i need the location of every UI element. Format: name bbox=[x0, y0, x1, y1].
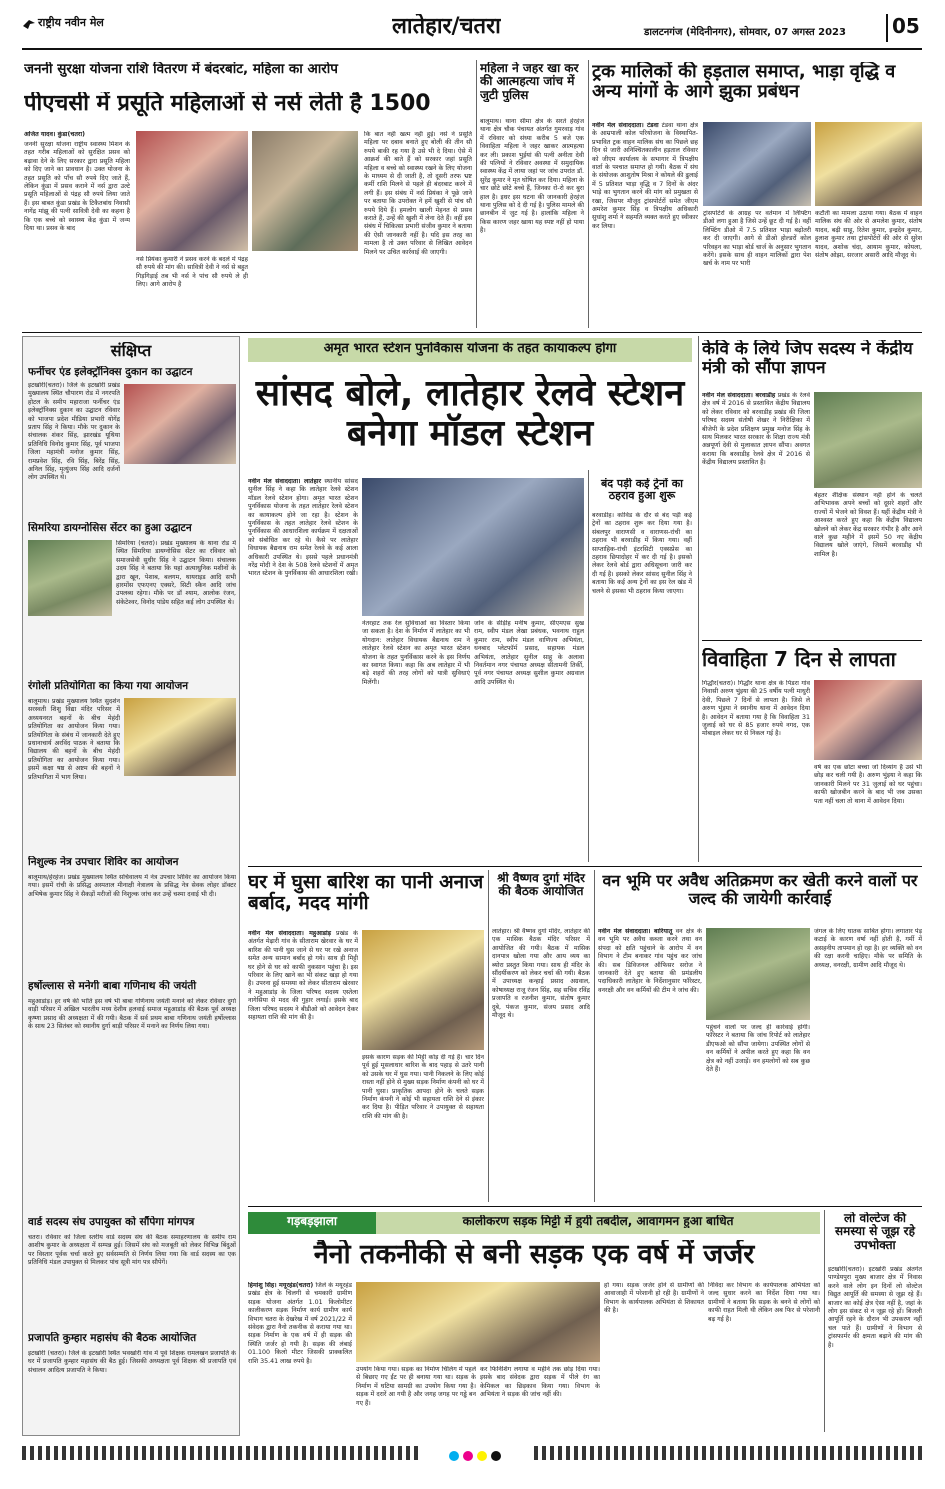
road-tag: गड़बड़झाला bbox=[287, 1215, 337, 1228]
rain-body-text: प्रखंड के अंतर्गत मेढ़ारी गांव के सीताराम खेरवार के घर में बारिश की पानी घुस जाने से घर पर रखे अनाज समेत अन्य सामान बर्बाद हो गये। साथ ही मिट्टी घर होने से घर को काफी नुकसान पहुंचा है। इस परिवार के लिए खाने का भी संकट खड़ा हो गया है। उपरना हुई समस्या को लेकर सीताराम खेरवार ने महुआडांड़ के जिला परिषद सदस्य एस्तेला नागेसिया से मदद की गुहार लगाई। इसके बाद जिला परिषद सदस्य ने बीडीओ को आवेदन देकर सहायता राशि की मांग की है। bbox=[248, 930, 358, 1022]
brief-3-headline: रंगोली प्रतियोगिता का किया गया आयोजन bbox=[28, 680, 189, 692]
jsy-headline: पीएचसी में प्रसूति महिलाओं से नर्स लेती है 1500 bbox=[24, 92, 431, 116]
station-photo-caption: जोन के सीड़ीह मनीष कुमार, सीएमएस सुख राम, स्वीप मंडल लेखा प्रबंधक, भवनाथ राहुल कुमार राम, स्वीप मंडल वाणिज्य अभियंता, धनबाद प्लेटफॉर्म प्रसाद, सहायक मंडल अभियंता, लातेहार सुनील साहू के अलावा निवर्तमान नगर पंचायत अध्यक्ष सीतामनी तिर्की, पूर्व नगर पंचायत अध्यक्ष सुशील कुमार अग्रवाल आदि उपस्थित थे। bbox=[474, 620, 584, 686]
jsy-body-col2: नर्स प्रियंका कुमारी ने प्रसव करने के बदले में पंद्रह सौ रुपये की मांग की। सावित्री देवी ने नर्स से बहुत गिड़गिड़ाई तब भी नर्स ने पांच सौ रुपये ले ही लिए। आगे आरोप है bbox=[136, 256, 248, 289]
trains-body: बरवाडीह। कोविड के दौर से बंद पड़ी कई ट्रेनों का ठहराव शुरू कर दिया गया है। संबलपुर वाराणसी व वाराणस-रांची का ठहराव भी बरवाडीह में किया गया। वहीं साप्ताहिक-रांची इंटरसिटी एक्सप्रेस का ठहराव छिपादोहर में कर दी गई है। इसको लेकर रेलवे बोर्ड द्वारा अधिसूचना जारी कर दी गई है। इसको लेकर सांसद सुनील सिंह ने बताया कि कई अन्य ट्रेनों का इस रेल खंड में चलने से इसका भी ठहराव किया जाएगा। bbox=[592, 512, 692, 595]
paper-name: राष्ट्रीय नवीन मेल bbox=[38, 16, 104, 29]
page-number: 05 bbox=[892, 14, 920, 38]
station-body-col2: नेतरहाट तक रेल सुविधाओं का विस्तार किया जा सकता है। देश के निर्माण में लातेहार का भी योगदान: लातेहार विधायक बैद्यनाथ राम ने लातेहार रेलवे स्टेशन का अमृत भारत स्टेशन योजना के तहत पुनर्विकास करने के इस निर्णय का स्वागत किया। कहा कि अब लातेहार में भी बड़े शहरों की तरह लोगों को यात्री सुविधाएं मिलेंगी। bbox=[362, 620, 470, 686]
forest-body-text: वन क्षेत्र के वन भूमि पर अवैध कब्जा करने तथा वन संपदा को क्षति पहुंचाने के आरोप में वन विभाग ने टीम बनाकर गांव पहुंच कर जांच की। सब डिविजनल ऑफिसर सरोज ने जानकारी देते हुए बताया की प्रमंडलीय पदाधिकारी लातेहार के निर्देशानुसार फॉरेस्टर, वनरक्षी और वन कर्मियों की टीम ने जांच की। bbox=[598, 928, 702, 994]
missing-body-col2: वर्ष का एक छोटा बच्चा जो दिव्यांग है उसे भी छोड़ कर चली गयी है। अरुण भुंइया ने कहा कि जानकारी मिलने पर 31 जुलाई को घर पहुंचा। काफी खोजबीन करने के बाद भी जब उसका पता नहीं चला तो थाना में आवेदन दिया। bbox=[814, 764, 922, 805]
station-body-text: स्थानीय सांसद सुनील सिंह ने कहा कि लातेहार रेलवे स्टेशन मॉडल रेलवे स्टेशन होगा। अमृत भारत स्टेशन पुनर्विकास योजना के तहत लातेहार रेलवे स्टेशन का कायाकल्प होने जा रहा है। स्टेशन के पुनर्विकास के तहत लातेहार रेलवे स्टेशन के पुनर्विकास की आधारशिला कार्यक्रम में दक्षताओं को संबोधित कर रहे थे। कैसे पर लातेहार विधायक बैद्यनाथ राम समेत रेलवे के कई आला अधिकारी उपस्थित थे। इससे पहले प्रधानमंत्री नरेंद्र मोदी ने देश के 508 रेलवे स्टेशनों में अमृत भारत स्टेशन के पुनर्विकास की आधारशिला रखी। bbox=[248, 478, 358, 578]
color-swatches bbox=[420, 1446, 530, 1460]
col-divider-4 bbox=[698, 336, 699, 862]
durga-headline: श्री वैष्णव दुर्गा मंदिर की बैठक आयोजित bbox=[497, 872, 585, 899]
kv-photo-meeting bbox=[814, 392, 922, 488]
brief-4-body: बालूमाथ/हेरहंज। प्रखंड मुख्यालय स्थित सचिवालय में नेत्र उपचार शिविर का आयोजन किया गया। इसमें रांची के प्रसिद्ध अस्पताल मीनाक्षी नेत्रालय के प्रसिद्ध नेत्र सेवक लोहर डॉक्टर अभिषेक कुमार सिंह ने सैकड़ों मरीजों की निशुल्क जांच कर उन्हें चश्मा दवाई भी दी। bbox=[28, 874, 236, 898]
kv-rule bbox=[702, 640, 922, 641]
brief-3-body: बालूमाथ। प्रखंड मुख्यालय स्थित सुदर्शन सरस्वती शिशु विद्या मंदिर परिसर में अध्ययनरत बहनों के बीच मेहंदी प्रतियोगिता का आयोजन किया गया। प्रतियोगिता के संबंध में जानकारी देते हुए प्रधानाचार्य अरविंद पाठक ने बताया कि विद्यालय की बहनों के बीच मेहंदी प्रतियोगिता का आयोजन किया गया। इसमें कक्षा षष्ठ से अष्टम की बहनों ने प्रतिभागिता में भाग लिया। bbox=[28, 698, 120, 781]
road-body-col4: हो गया। सड़क जर्जर होने से ग्रामीणों की आवाजाही में परेशानी हो रही है। ग्रामीणों ने विभाग के कार्यपालक अभियंता से शिकायत की है। bbox=[604, 1282, 704, 1315]
road-body-col1 bbox=[248, 1282, 352, 1432]
truck-body-text: टंडवा थाना क्षेत्र के आम्रपाली कोल परियोजना के विस्थापित-प्रभावित ट्रक वाहन मालिक संघ का पिछले छह दिन से जारी अनिश्चितकालीन हड़ताल रविवार को जीएम कार्यालय के सभागार में त्रिपक्षीय वार्ता के पश्चात समाप्त हो गयी। बैठक में संघ के संयोजक आशुतोष मिश्रा ने कोयले की ढुलाई में 5 प्रतिशत भाड़ा वृद्धि व 7 दिनों के अंदर भाड़े का भुगतान करने की मांग को प्रमुखता से रखा, जिसपर मौजूद ट्रांसपोर्टरों समेत जीएम अमरेश कुमार सिंह व त्रिपक्षीय अधिकारी सुधांशु शर्मा ने सहमति व्यक्त करते हुए स्वीकार कर लिया। bbox=[592, 122, 698, 230]
truck-body-col3: कटौती का मामला उठाया गया। बैठक में वाहन मालिक संघ की ओर से अमलेश कुमार, संतोष यादव, बढ़ी साहू, रितेश कुमार, इन्द्रदेव कुमार, हुलाश कुमार तथा ट्रांसपोर्टरों की ओर से सुरेश यादव, अशोक चंदा, आयाम कुमार, कोयला, संतोष ओझा, सरजार असारी आदि मौजूद थे। bbox=[815, 210, 922, 260]
col-divider-2 bbox=[588, 60, 589, 328]
missing-body: गिद्धौर(चतरा)। गिद्धौर थाना क्षेत्र के पिंडरा गांव निवासी अरुण भुंइया की 25 वर्षीय पत्नी माधुरी देवी, पिछले 7 दिनों से लापता है। जिसे ले अरुण भुंइया ने स्थानीय थाना में आवेदन दिया है। आवेदन में बताया गया है कि विवाहिता 31 जुलाई को घर से 85 हजार रुपये नगद, एक मोबाइल लेकर घर से निकल गई है। bbox=[702, 680, 810, 738]
road-body-text: जिले के मयूरहंड प्रखंड क्षेत्र के चिलगी से चमकारी ग्रामीण सड़क योजना अंतर्गत 1.01 किलोमीटर कालीकरण सड़क निर्माण कार्य ग्रामीण कार्य विभाग चतरा के देखरेख में वर्ष 2021/22 में संवेदक द्वारा नैनो तकनीक से कराया गया था। सड़क निर्माण के एक वर्ष में ही सड़क की स्थिति जर्जर हो गयी है। सड़क की लंबाई 01.100 किलो मीटर जिसकी प्राक्कलित राशि 35.41 लाख रुपये है। bbox=[248, 1282, 352, 1365]
jsy-body-col3: कि बात नहीं खत्म नहीं हुई। नर्स ने प्रसूति महिला पर दबाव बनाते हुए बोली की तीन सौ रुपये बाकी रह गया है उसे भी दे दिया। ऐसे में आक्रर्श की बाते हैं को सरकार जहां प्रसूति महिला व बच्चे को स्वास्थ्य रखने के लिए योजना के माध्यम से दी जाती है, तो दूसरी तरफ भ्रष्ट कर्मी राशि मिलने से पहले ही बंदरबाट करने में लगी हैं। इस संबंध में नर्स प्रियंका ने पूछे जाने पर बताया कि उपरोक्त ने हमें खुशी से पांच सौ रुपये दिये हैं। हमलोग खाली मेहनत से प्रसव कराते हैं, उन्हें की खुशी में लेना देते हैं। वहीं इस संबंध में चिकित्सा प्रभारी संजीव कुमार ने बताया की ऐसी जानकारी नहीं है। यदि इस तरह का मामला है तो उक्त परिवार से लिखित आवेदन मिलने पर उचित कार्रवाई की जाएगी। bbox=[364, 131, 472, 256]
rain-photo-house bbox=[362, 930, 484, 1050]
rain-byline: नवीन मेल संवाददाता। महुआडांड़ bbox=[248, 930, 331, 937]
road-body-col2: उपयोग किया गया। सड़क का निर्माण चिलिंग में पहले से बिछाए गए ईंट पर ही बनाया गया था। सड़क के निर्माण में घटिया सामग्री का उपयोग किया गया है। सड़क में दरारें आ गयी है और जगह जगह पर गड्ढे बन गए हैं। bbox=[356, 1366, 476, 1407]
station-kicker: अमृत भारत स्टेशन पुनर्विकास योजना के तहत कायाकल्प होगा bbox=[323, 342, 617, 356]
forest-byline: नवीन मेल संवाददाता। बारियातू bbox=[598, 928, 673, 935]
brief-3-photo bbox=[124, 698, 236, 776]
dateline: डालटनगंज (मेदिनीनगर), सोमवार, 07 अगस्त 2023 bbox=[644, 27, 846, 38]
col-divider-5 bbox=[488, 870, 489, 1202]
brief-4-headline: निशुल्क नेत्र उपचार शिविर का आयोजन bbox=[28, 856, 179, 868]
truck-photo-meeting-2 bbox=[815, 122, 922, 206]
row-rule-1 bbox=[22, 332, 922, 333]
cyan-swatch-icon bbox=[449, 1451, 459, 1461]
station-body-col1 bbox=[248, 478, 358, 856]
road-byline: हिमांशु सिंह। मयूरहंड(चतरा) bbox=[248, 1282, 314, 1289]
forest-photo-field bbox=[706, 928, 810, 1020]
rain-headline: घर में घुसा बारिश का पानी अनाज बर्बाद, मदद मांगी bbox=[248, 872, 484, 915]
jsy-photo-mother bbox=[136, 131, 248, 251]
paper-logo-icon bbox=[22, 16, 36, 30]
page-no-divider bbox=[886, 14, 888, 42]
brief-2-headline: सिमरिया डायग्नोसिस सेंटर का हुआ उद्घाटन bbox=[28, 522, 192, 534]
brief-1-photo bbox=[124, 384, 236, 464]
brief-1-body: इटखोरी(चतरा)। जिले के इटखोरी प्रखंड मुख्यालय स्थित चौपारण रोड में नगरपति होटल के समीप महाराजा फर्नीचर एंड इलेक्ट्रॉनिक्स दुकान का उद्घाटन रविवार को भाजपा प्रदेश मीडिया प्रभारी योगेंद्र प्रताप सिंह ने किया। मौके पर दुकान के संचालक शंकर सिंह, झारखंड यूथिया प्रतिनिधि विनोद कुमार सिंह, पूर्व भाजपा जिला महामंत्री मनोज कुमार सिंह, रामप्रवेश सिंह, रवि सिंह, बिरेंद्र सिंह, अनिल सिंह, मृत्युंजय सिंह आदि दर्जनों लोग उपस्थित थे। bbox=[28, 382, 120, 482]
jsy-body-col1: जननी सुरक्षा योजना राष्ट्रीय स्वास्थ्य मिशन के तहत गरीब महिलाओं को सुरक्षित प्रसव को बढ़ावा देने के लिए सरकार द्वारा प्रसूति महिला को दिए जाने का प्रावधान है। उक्त योजना के तहत प्रसूति को पाँच सौ रुपये दिए जाते हैं, लेकिन कुंडा में प्रसव कराने में नर्स द्वारा उल्टे प्रसूति महिलाओं से पंद्रह सौ रुपये लिया जाते हैं। इस बाबत कुंडा प्रखंड के टिकैतबांध निवासी नागेंद्र मांझू की पत्नी सावित्री देवी का कहना है कि एक बच्चे को स्वास्थ्य केंद्र कुंडा में जन्म दिया था। प्रसव के बाद bbox=[24, 141, 130, 233]
yellow-swatch-icon bbox=[477, 1451, 487, 1461]
truck-byline: नवीन मेल संवाददाता। टंडवा bbox=[592, 122, 659, 129]
road-headline: नैनो तकनीकी से बनी सड़क एक वर्ष में जर्जर bbox=[313, 1240, 755, 1270]
kv-body bbox=[702, 392, 810, 636]
brief-5-body: महुआडांड़। हर वर्ष की भांति इस वर्ष भी बाबा गणिनाथ जयंती मनाने को लेकर रविवार दुर्गा वाड़ी परिसर में अखिल भारतीय मध्य देशीय हलवाई समाज महुआडांड़ की बैठक पूर्व अध्यक्ष कृष्णा प्रसाद की अध्यक्षता में की गयी। बैठक में सर्व प्रथम बाबा गणिनाथ जयंती हर्षोल्लास के साथ 23 सितंबर को स्थानीय दुर्गा बाड़ी परिसर में मनाने का निर्णय लिया गया। bbox=[28, 998, 236, 1031]
col-divider-3 bbox=[588, 470, 589, 862]
road-kicker: कालीकरण सड़क मिट्टी में हुयी तबदील, आवागमन हुआ बाधित bbox=[462, 1215, 734, 1228]
station-headline: सांसद बोले, लातेहार रेलवे स्टेशन बनेगा मॉडल स्टेशन bbox=[255, 374, 685, 454]
suicide-body: बालूमाथ। थाना सीमा क्षेत्र के सरते हेरहंज थाना क्षेत्र चौक पंचायत अंतर्गत गुमरवाड़ गांव में रविवार को संध्या करीब 5 बजे एक विवाहिता महिला ने जहर खाकर आत्महत्या कर ली। प्रकाश भुईयां की पत्नी अनीता देवी की पत्नियों ने रविवार अवस्था में समुदायिक स्वास्थ्य केंद्र में लाया जहां पर जांच उपरांत डॉ. सुरेंद्र कुमार ने मृत घोषित कर दिया। महिला के चार छोटे छोटे बच्चे हैं, जिनका रो-रो कर बुरा हाल है। इधर इस घटना की जानकारी हेरहंज थाना पुलिस को दे दी गई है। पुलिस मामले की छानबीन में जुट गई है। हालांकि महिला ने किस कारण जहर खाया यह स्पष्ट नहीं हो पाया है। bbox=[480, 118, 584, 235]
voltage-headline: लो वोल्टेज की समस्या से जूझ रहे उपभोक्ता bbox=[835, 1212, 915, 1252]
truck-body-col2: ट्रांसपोर्टरों के आग्रह पर वर्तमान में लिफ्टिंग डीओ लगा हुआ है जिसे उन्हें छूट दी गई है। वहीं लिफ्टिंग डीओ में 7.5 प्रतिशत भाड़ा बढ़ोतरी कर दी जाएगी। आगे से डीओ होल्डरों कोल परिवहन का भाड़ा बोर्ड चार्ज के अनुसार भुगतान करेंगे। इसके साथ ही वाहन मालिकों द्वारा पेश खर्च के नाम पर भारी bbox=[703, 210, 811, 268]
brief-6-headline: वार्ड सदस्य संघ उपायुक्त को सौंपेगा मांगपत्र bbox=[28, 1216, 195, 1228]
jsy-kicker: जननी सुरक्षा योजना राशि वितरण में बंदरबांट, महिला का आरोप bbox=[24, 62, 338, 77]
forest-body-col3: जंगल के लिए घातक साबित होगा। लगातार पेड़ कटाई के कारण वर्षा नहीं होती है, गर्मी में असहनीय तापमान हो रहा है। हर व्यक्ति को वन की रक्षा करनी चाहिए। मौके पर समिति के अध्यक्ष, वनरक्षी, ग्रामीण आदि मौजूद थे। bbox=[814, 928, 922, 969]
section-title: लातेहार/चतरा bbox=[392, 14, 501, 39]
brief-2-body: सिमरिया (चतरा)। प्रखंड मुख्यालय के थाना रोड में स्थित सिमरिया डायग्नोसिस सेंटर का रविवार को समाजसेवी सुधीर सिंह ने उद्घाटन किया। संचालक उदय सिंह ने बताया कि यहां अत्याधुनिक मशीनों के द्वारा खून, पेशाब, बलगम, थायराइड आदि सभी हारमोंस एफएनए एक्सरे, सिटी स्कैन आदि जांच उपलब्ध रहेगा। मौके पर डॉ श्याम, आलोक रंजन, संकेटेश्वर, विनोद पांडेय सहित कई लोग उपस्थित थे। bbox=[116, 540, 236, 606]
black-swatch-icon bbox=[491, 1451, 501, 1461]
jsy-byline-text: अजित यादव। कुंडा(चतरा) bbox=[24, 131, 85, 138]
road-body-col5: निविदा कर विभाग के कार्यपालक अभियंता को जल्द सुधार करने का निर्देश दिया गया था। ग्रामीणों ने बताया कि सड़क के बनने से लोगों को काफी राहत मिली थी लेकिन अब फिर से परेशानी बढ़ गई है। bbox=[708, 1282, 820, 1323]
row-rule-2 bbox=[248, 866, 922, 867]
brief-title: संक्षिप्त bbox=[110, 342, 152, 360]
road-photo bbox=[356, 1282, 600, 1362]
truck-photo-meeting-1 bbox=[703, 122, 811, 206]
masthead-rule bbox=[22, 48, 922, 50]
kv-body-text: प्रखंड के रेलवे क्षेत्र वर्ष में 2016 से प्रस्तावित केंद्रीय विद्यालय को लेकर रविवार को बरवाडीह प्रखंड की जिला परिषद सदस्य संतोषी शेखर ने निरीक्षिका में बीजेपी के प्रदेश प्रशिक्षण प्रमुख मनोज सिंह के साथ मिलकर भारत सरकार के शिक्षा राज्य मंत्री अन्नपूर्णा देवी से मुलाकात ज्ञापन सौंपा। अवगत कराया कि बरवाडीह रेलवे क्षेत्र में 2016 से केंद्रीय विद्यालय प्रस्तावित है। bbox=[702, 392, 810, 467]
jsy-byline bbox=[24, 131, 130, 141]
brief-1-body-cont bbox=[124, 466, 236, 512]
kv-headline: केवि के लिये जिप सदस्य ने केंद्रीय मंत्री को सौंपा ज्ञापन bbox=[702, 340, 913, 379]
magenta-swatch-icon bbox=[463, 1451, 473, 1461]
forest-headline: वन भूमि पर अवैध अतिक्रमण कर खेती करने वालों पर जल्द की जायेगी कार्रवाई bbox=[602, 872, 918, 908]
col-divider-1 bbox=[476, 60, 477, 328]
forest-body-col2: पहुंचने वालों पर जल्द ही कार्रवाई होगी। फॉरेस्टर ने बताया कि जांच रिपोर्ट को लातेहार डीएफओ को सौंपा जायेगा। उपस्थित लोगों से वन कर्मियों ने अपील करते हुए कहा कि वन क्षेत्र को नहीं उजाड़ें। वन हमलोगों को सब कुछ देते हैं। bbox=[706, 1024, 810, 1074]
masthead bbox=[22, 14, 922, 46]
col-divider-7 bbox=[824, 1210, 825, 1432]
kv-byline: नवीन मेल संवाददाता। बरवाडीह bbox=[702, 392, 776, 399]
col-divider-6 bbox=[594, 870, 595, 1202]
durga-body: लातेहार। श्री वैष्णव दुर्गा मंदिर, लातेहार की एक मासिक बैठक मंदिर परिसर में आयोजित की गयी। बैठक में मासिक दानपात्र खोला गया और आय व्यय का ब्योरा प्रस्तुत किया गया। साथ ही मंदिर के सौंदर्यीकरण को लेकर चर्चा की गयी। बैठक में उपाध्यक्ष कन्हाई प्रसाद अग्रवाल, कोषाध्यक्ष राजू रंजन सिंह, सह सचिव रविंद्र प्रजापति व रजनीश कुमार, संतोष कुमार दुबे, पंकज कुमार, संजय प्रसाद आदि मौजूद थे। bbox=[492, 928, 590, 1020]
brief-1-headline: फर्नीचर एंड इलेक्ट्रॉनिक्स दुकान का उद्घाटन bbox=[28, 366, 193, 378]
truck-body-col1 bbox=[592, 122, 698, 328]
trains-headline: बंद पड़ी कई ट्रेनों का ठहराव हुआ शुरू bbox=[600, 478, 684, 503]
brief-6-body: चतरा। रविवार को जिला स्तरीय वार्ड सदस्य संघ की बैठक समाहरणालय के समीप राम आशीष कुमार के अध्यक्षता में सम्पन्न हुई। जिसमें संघ को मजबूती को लेकर विभिन्न बिंदुओं पर विस्तार पूर्वक चर्चा करते हुए सर्वसम्मति से निर्णय लिया गया कि वार्ड सदस्य का एक प्रतिनिधि मंडल उपायुक्त से मिलकर पांच सूत्री मांग पत्र सौपेगें। bbox=[28, 1234, 236, 1267]
rain-body-col1 bbox=[248, 930, 358, 1200]
row-rule-3 bbox=[248, 1206, 922, 1207]
brief-2-photo bbox=[28, 540, 112, 616]
missing-headline: विवाहिता 7 दिन से लापता bbox=[702, 648, 896, 671]
missing-photo-woman bbox=[814, 680, 922, 760]
suicide-headline: महिला ने जहर खा कर की आत्महत्या जांच में जुटी पुलिस bbox=[480, 62, 579, 102]
brief-5-headline: हर्षोल्लास से मनेगी बाबा गणिनाथ की जयंती bbox=[28, 980, 197, 992]
voltage-body: इटखोरी(चतरा)। इटखोरी प्रखंड अंतर्गत पाण्डेयपुरा मुख्य बाजार क्षेत्र में निवास करने वाले लोग इन दिनों लो वोल्टेज विद्युत आपूर्ति की समस्या से जूझ रहे हैं। बाजार का कोई क्षेत्र ऐसा नहीं है, जहां के लोग इस संकट से न जूझ रहे हों। बिजली आपूर्ति रहने के दौरान भी उपकरण नहीं चल पाते हैं। ग्रामीणों ने विभाग से ट्रांसफार्मर की क्षमता बढ़ाने की मांग की है। bbox=[828, 1266, 922, 1349]
kv-body-col2: बेहतर शैक्षिक संस्थान नहीं होने के चलते अभिभावक अपने बच्चों को दूसरे शहरों और राज्यों में भेजने को विवश हैं। यहीं केंद्रीय मंत्री ने आश्वस्त करते हुए कहा कि केंद्रीय विद्यालय खोलने को लेकर केंद्र सरकार गंभीर है और आने वाले कुछ महीने में इसमें 50 नए केंद्रीय विद्यालय खोले जाएंगे, जिसमें बरवाडीह भी शामिल है। bbox=[814, 492, 922, 558]
station-photo-event bbox=[362, 478, 584, 616]
station-byline: नवीन मेल संवाददाता। लातेहार bbox=[248, 478, 322, 485]
road-body-col3: कर फिनिशिंग लगाया व महीने तक छोड़ दिया गया। इसके बाद संवेदक द्वारा सड़क में पीले रंग का केमिकल का छिड़काव किया गया। विभाग के अभियंता ने सड़क की जांच नहीं की। bbox=[480, 1366, 600, 1399]
brief-7-body: इटखोरी (चतरा)। जिले के इटखोरी स्थित भवखोरी गांव में पूर्व शिक्षक रामलखन प्रजापति के घर में प्रजापति कुम्हार महासंघ की बैठ हुई। जिसकी अध्यक्षता पूर्व शिक्षक श्री प्रजापति एवं संचालन आदित्य प्रजापति ने किया। bbox=[28, 1350, 236, 1374]
brief-7-headline: प्रजापति कुम्हार महासंघ की बैठक आयोजित bbox=[28, 1332, 197, 1344]
forest-body-col1 bbox=[598, 928, 702, 1200]
rain-body-col2: इसके कारण सड़क की मिट्टी कोड़ दी गई है। चार दिन पूर्व हुई मूसलाधार बारिश के बाद पहाड़ से उतरे पानी को उसके घर में घुस गया। पानी निकलने के लिए कोई रास्ता नहीं होने से मुख्य सड़क निर्माण कंपनी को घर में पानी घुसा। प्राकृतिक आपदा होने के चलते सड़क निर्माण कंपनी ने कोई भी सहायता राशि देने से इंकार कर दिया है। पीड़ित परिवार ने उपायुक्त से सहायता राशि की मांग की है। bbox=[362, 1054, 484, 1120]
truck-headline: ट्रक मालिकों की हड़ताल समाप्त, भाड़ा वृद्धि व अन्य मांगों के आगे झुका प्रबंधन bbox=[592, 62, 896, 103]
